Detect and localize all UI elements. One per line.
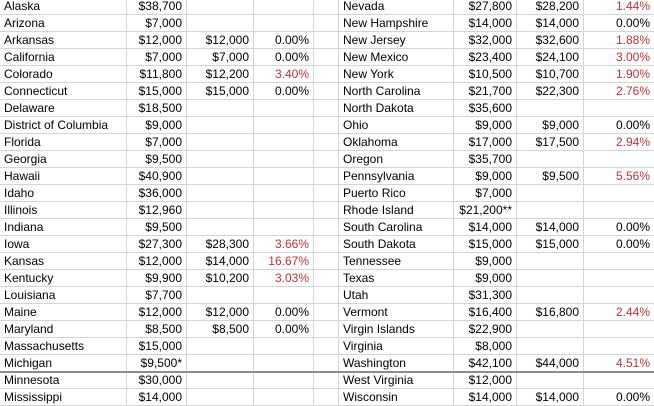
new-wage-base-cell[interactable]: $24,100: [517, 49, 584, 66]
table-row: [0, 270, 654, 287]
old-wage-base-cell[interactable]: $10,500: [454, 66, 517, 83]
old-wage-base-cell[interactable]: $17,000: [454, 134, 517, 151]
state-name-cell[interactable]: Rhode Island: [339, 202, 454, 219]
state-name-cell[interactable]: Tennessee: [339, 253, 454, 270]
state-name-cell[interactable]: District of Columbia: [0, 117, 127, 134]
new-wage-base-cell[interactable]: [187, 0, 254, 15]
state-name-cell[interactable]: North Dakota: [339, 100, 454, 117]
old-wage-base-cell[interactable]: $8,000: [454, 338, 517, 355]
spacer-cell[interactable]: [314, 83, 339, 100]
old-wage-base-cell[interactable]: $15,000: [454, 236, 517, 253]
new-wage-base-cell[interactable]: [187, 100, 254, 117]
old-wage-base-cell[interactable]: $9,000: [127, 117, 187, 134]
table-row: [0, 236, 654, 253]
state-name-cell[interactable]: Kansas: [0, 253, 127, 270]
table-row: [0, 117, 654, 134]
percent-change-cell[interactable]: 0.00%: [584, 389, 654, 406]
old-wage-base-cell[interactable]: $23,400: [454, 49, 517, 66]
old-wage-base-cell[interactable]: $9,900: [127, 270, 187, 287]
spacer-cell[interactable]: [314, 32, 339, 49]
state-name-cell[interactable]: South Carolina: [339, 219, 454, 236]
spacer-cell[interactable]: [314, 117, 339, 134]
state-name-cell[interactable]: Arkansas: [0, 32, 127, 49]
old-wage-base-cell[interactable]: $12,000: [127, 304, 187, 321]
old-wage-base-cell[interactable]: $12,000: [454, 372, 517, 389]
new-wage-base-cell[interactable]: $15,000: [187, 83, 254, 100]
spacer-cell[interactable]: [314, 270, 339, 287]
old-wage-base-cell[interactable]: $14,000: [454, 219, 517, 236]
state-name-cell[interactable]: South Dakota: [339, 236, 454, 253]
percent-change-cell[interactable]: [584, 202, 654, 219]
table-row: [0, 253, 654, 270]
state-name-cell[interactable]: Iowa: [0, 236, 127, 253]
spacer-cell[interactable]: [314, 389, 339, 406]
table-row: [0, 32, 654, 49]
state-name-cell[interactable]: Oregon: [339, 151, 454, 168]
new-wage-base-cell[interactable]: $12,000: [187, 304, 254, 321]
percent-change-cell[interactable]: [254, 372, 314, 389]
table-row: [0, 321, 654, 338]
new-wage-base-cell[interactable]: $16,800: [517, 304, 584, 321]
new-wage-base-cell[interactable]: $7,000: [187, 49, 254, 66]
percent-change-cell[interactable]: [254, 355, 314, 372]
old-wage-base-cell[interactable]: $38,700: [127, 0, 187, 15]
new-wage-base-cell[interactable]: [187, 355, 254, 372]
table-row: [0, 304, 654, 321]
freeze-divider: [0, 371, 654, 373]
new-wage-base-cell[interactable]: [517, 287, 584, 304]
state-name-cell[interactable]: Illinois: [0, 202, 127, 219]
spacer-cell[interactable]: [314, 202, 339, 219]
new-wage-base-cell[interactable]: [517, 321, 584, 338]
spacer-cell[interactable]: [314, 338, 339, 355]
new-wage-base-cell[interactable]: $15,000: [517, 236, 584, 253]
table-row: [0, 219, 654, 236]
new-wage-base-cell[interactable]: [517, 372, 584, 389]
state-name-cell[interactable]: Kentucky: [0, 270, 127, 287]
old-wage-base-cell[interactable]: $40,900: [127, 168, 187, 185]
percent-change-cell[interactable]: [584, 253, 654, 270]
state-name-cell[interactable]: Delaware: [0, 100, 127, 117]
table-row: [0, 389, 654, 406]
new-wage-base-cell[interactable]: $14,000: [517, 389, 584, 406]
percent-change-cell[interactable]: [584, 151, 654, 168]
table-row: [0, 0, 654, 15]
state-name-cell[interactable]: Florida: [0, 134, 127, 151]
state-name-cell[interactable]: California: [0, 49, 127, 66]
new-wage-base-cell[interactable]: [187, 338, 254, 355]
new-wage-base-cell[interactable]: [187, 15, 254, 32]
new-wage-base-cell[interactable]: [517, 100, 584, 117]
new-wage-base-cell[interactable]: $17,500: [517, 134, 584, 151]
new-wage-base-cell[interactable]: [517, 185, 584, 202]
old-wage-base-cell[interactable]: $7,000: [127, 49, 187, 66]
old-wage-base-cell[interactable]: $15,000: [127, 338, 187, 355]
percent-change-cell[interactable]: [584, 185, 654, 202]
state-name-cell[interactable]: Massachusetts: [0, 338, 127, 355]
percent-change-cell[interactable]: 3.00%: [584, 49, 654, 66]
state-name-cell[interactable]: Indiana: [0, 219, 127, 236]
new-wage-base-cell[interactable]: [187, 202, 254, 219]
percent-change-cell[interactable]: [254, 134, 314, 151]
new-wage-base-cell[interactable]: $44,000: [517, 355, 584, 372]
old-wage-base-cell[interactable]: $9,000: [454, 168, 517, 185]
percent-change-cell[interactable]: 0.00%: [584, 219, 654, 236]
new-wage-base-cell[interactable]: $9,500: [517, 168, 584, 185]
old-wage-base-cell[interactable]: $9,500*: [127, 355, 187, 372]
spacer-cell[interactable]: [314, 321, 339, 338]
percent-change-cell[interactable]: 1.90%: [584, 66, 654, 83]
old-wage-base-cell[interactable]: $12,960: [127, 202, 187, 219]
percent-change-cell[interactable]: 0.00%: [254, 321, 314, 338]
percent-change-cell[interactable]: [584, 321, 654, 338]
table-row: [0, 287, 654, 304]
percent-change-cell[interactable]: 0.00%: [254, 49, 314, 66]
percent-change-cell[interactable]: 2.94%: [584, 134, 654, 151]
spacer-cell[interactable]: [314, 168, 339, 185]
spacer-cell[interactable]: [314, 236, 339, 253]
new-wage-base-cell[interactable]: [187, 372, 254, 389]
old-wage-base-cell[interactable]: $8,500: [127, 321, 187, 338]
state-name-cell[interactable]: New Jersey: [339, 32, 454, 49]
old-wage-base-cell[interactable]: $14,000: [454, 389, 517, 406]
old-wage-base-cell[interactable]: $21,200**: [454, 202, 517, 219]
state-name-cell[interactable]: Utah: [339, 287, 454, 304]
old-wage-base-cell[interactable]: $22,900: [454, 321, 517, 338]
percent-change-cell[interactable]: 4.51%: [584, 355, 654, 372]
old-wage-base-cell[interactable]: $7,700: [127, 287, 187, 304]
spacer-cell[interactable]: [314, 15, 339, 32]
state-name-cell[interactable]: New York: [339, 66, 454, 83]
old-wage-base-cell[interactable]: $7,000: [127, 134, 187, 151]
percent-change-cell[interactable]: 2.44%: [584, 304, 654, 321]
table-row: [0, 185, 654, 202]
spacer-cell[interactable]: [314, 287, 339, 304]
percent-change-cell[interactable]: 1.44%: [584, 0, 654, 15]
state-name-cell[interactable]: Colorado: [0, 66, 127, 83]
new-wage-base-cell[interactable]: $14,000: [187, 253, 254, 270]
state-name-cell[interactable]: Connecticut: [0, 83, 127, 100]
old-wage-base-cell[interactable]: $36,000: [127, 185, 187, 202]
old-wage-base-cell[interactable]: $42,100: [454, 355, 517, 372]
new-wage-base-cell[interactable]: $14,000: [517, 219, 584, 236]
spacer-cell[interactable]: [314, 219, 339, 236]
percent-change-cell[interactable]: [584, 287, 654, 304]
percent-change-cell[interactable]: [584, 270, 654, 287]
spacer-cell[interactable]: [314, 100, 339, 117]
state-name-cell[interactable]: West Virginia: [339, 372, 454, 389]
state-name-cell[interactable]: Arizona: [0, 15, 127, 32]
new-wage-base-cell[interactable]: $9,000: [517, 117, 584, 134]
percent-change-cell[interactable]: [254, 185, 314, 202]
old-wage-base-cell[interactable]: $31,300: [454, 287, 517, 304]
new-wage-base-cell[interactable]: [517, 253, 584, 270]
old-wage-base-cell[interactable]: $9,000: [454, 117, 517, 134]
state-name-cell[interactable]: Ohio: [339, 117, 454, 134]
old-wage-base-cell[interactable]: $35,600: [454, 100, 517, 117]
percent-change-cell[interactable]: [254, 151, 314, 168]
state-name-cell[interactable]: Hawaii: [0, 168, 127, 185]
new-wage-base-cell[interactable]: [187, 134, 254, 151]
old-wage-base-cell[interactable]: $9,500: [127, 219, 187, 236]
old-wage-base-cell[interactable]: $9,500: [127, 151, 187, 168]
percent-change-cell[interactable]: [584, 372, 654, 389]
old-wage-base-cell[interactable]: $27,300: [127, 236, 187, 253]
state-name-cell[interactable]: Oklahoma: [339, 134, 454, 151]
new-wage-base-cell[interactable]: $10,700: [517, 66, 584, 83]
state-name-cell[interactable]: New Mexico: [339, 49, 454, 66]
new-wage-base-cell[interactable]: [187, 389, 254, 406]
new-wage-base-cell[interactable]: [187, 117, 254, 134]
state-name-cell[interactable]: Mississippi: [0, 389, 127, 406]
state-name-cell[interactable]: Vermont: [339, 304, 454, 321]
percent-change-cell[interactable]: [254, 202, 314, 219]
percent-change-cell[interactable]: [254, 100, 314, 117]
state-name-cell[interactable]: Maine: [0, 304, 127, 321]
percent-change-cell[interactable]: 1.88%: [584, 32, 654, 49]
state-name-cell[interactable]: Georgia: [0, 151, 127, 168]
state-name-cell[interactable]: Washington: [339, 355, 454, 372]
percent-change-cell[interactable]: [254, 0, 314, 15]
percent-change-cell[interactable]: [254, 338, 314, 355]
new-wage-base-cell[interactable]: [187, 219, 254, 236]
old-wage-base-cell[interactable]: $30,000: [127, 372, 187, 389]
state-name-cell[interactable]: Michigan: [0, 355, 127, 372]
new-wage-base-cell[interactable]: [187, 168, 254, 185]
new-wage-base-cell[interactable]: $28,300: [187, 236, 254, 253]
spacer-cell[interactable]: [314, 304, 339, 321]
table-row: [0, 66, 654, 83]
table-row: [0, 151, 654, 168]
percent-change-cell[interactable]: [254, 168, 314, 185]
table-row: [0, 15, 654, 32]
old-wage-base-cell[interactable]: $11,800: [127, 66, 187, 83]
new-wage-base-cell[interactable]: $22,300: [517, 83, 584, 100]
new-wage-base-cell[interactable]: $14,000: [517, 15, 584, 32]
spacer-cell[interactable]: [314, 253, 339, 270]
new-wage-base-cell[interactable]: $28,200: [517, 0, 584, 15]
new-wage-base-cell[interactable]: [517, 270, 584, 287]
new-wage-base-cell[interactable]: [187, 185, 254, 202]
state-name-cell[interactable]: New Hampshire: [339, 15, 454, 32]
state-name-cell[interactable]: Maryland: [0, 321, 127, 338]
table-row: [0, 338, 654, 355]
table-row: [0, 355, 654, 372]
percent-change-cell[interactable]: [584, 100, 654, 117]
state-name-cell[interactable]: Virginia: [339, 338, 454, 355]
new-wage-base-cell[interactable]: [517, 338, 584, 355]
percent-change-cell[interactable]: [254, 219, 314, 236]
state-name-cell[interactable]: Virgin Islands: [339, 321, 454, 338]
percent-change-cell[interactable]: [254, 15, 314, 32]
new-wage-base-cell[interactable]: [517, 202, 584, 219]
spacer-cell[interactable]: [314, 49, 339, 66]
table-row: [0, 49, 654, 66]
percent-change-cell[interactable]: [254, 389, 314, 406]
old-wage-base-cell[interactable]: $9,000: [454, 253, 517, 270]
table-row: [0, 168, 654, 185]
spacer-cell[interactable]: [314, 0, 339, 15]
old-wage-base-cell[interactable]: $7,000: [127, 15, 187, 32]
percent-change-cell[interactable]: 0.00%: [254, 32, 314, 49]
old-wage-base-cell[interactable]: $9,000: [454, 270, 517, 287]
table-row: [0, 202, 654, 219]
old-wage-base-cell[interactable]: $16,400: [454, 304, 517, 321]
percent-change-cell[interactable]: 0.00%: [254, 304, 314, 321]
percent-change-cell[interactable]: 5.56%: [584, 168, 654, 185]
spacer-cell[interactable]: [314, 134, 339, 151]
old-wage-base-cell[interactable]: $12,000: [127, 253, 187, 270]
old-wage-base-cell[interactable]: $32,000: [454, 32, 517, 49]
percent-change-cell[interactable]: [584, 338, 654, 355]
state-name-cell[interactable]: Minnesota: [0, 372, 127, 389]
old-wage-base-cell[interactable]: $35,700: [454, 151, 517, 168]
old-wage-base-cell[interactable]: $18,500: [127, 100, 187, 117]
percent-change-cell[interactable]: 0.00%: [584, 117, 654, 134]
new-wage-base-cell[interactable]: $12,000: [187, 32, 254, 49]
spacer-cell[interactable]: [314, 355, 339, 372]
percent-change-cell[interactable]: 3.66%: [254, 236, 314, 253]
new-wage-base-cell[interactable]: $10,200: [187, 270, 254, 287]
spacer-cell[interactable]: [314, 372, 339, 389]
percent-change-cell[interactable]: [254, 117, 314, 134]
percent-change-cell[interactable]: 0.00%: [584, 15, 654, 32]
table-row: [0, 372, 654, 389]
spacer-cell[interactable]: [314, 66, 339, 83]
table-row: [0, 100, 654, 117]
new-wage-base-cell[interactable]: $32,600: [517, 32, 584, 49]
percent-change-cell[interactable]: 3.40%: [254, 66, 314, 83]
state-name-cell[interactable]: Wisconsin: [339, 389, 454, 406]
old-wage-base-cell[interactable]: $14,000: [454, 15, 517, 32]
old-wage-base-cell[interactable]: $15,000: [127, 83, 187, 100]
state-name-cell[interactable]: Alaska: [0, 0, 127, 15]
percent-change-cell[interactable]: [254, 287, 314, 304]
table-row: [0, 134, 654, 151]
old-wage-base-cell[interactable]: $27,800: [454, 0, 517, 15]
state-name-cell[interactable]: Texas: [339, 270, 454, 287]
new-wage-base-cell[interactable]: [187, 287, 254, 304]
state-name-cell[interactable]: Louisiana: [0, 287, 127, 304]
new-wage-base-cell[interactable]: $8,500: [187, 321, 254, 338]
state-name-cell[interactable]: Puerto Rico: [339, 185, 454, 202]
old-wage-base-cell[interactable]: $12,000: [127, 32, 187, 49]
old-wage-base-cell[interactable]: $21,700: [454, 83, 517, 100]
state-name-cell[interactable]: Idaho: [0, 185, 127, 202]
new-wage-base-cell[interactable]: $12,200: [187, 66, 254, 83]
old-wage-base-cell[interactable]: $7,000: [454, 185, 517, 202]
new-wage-base-cell[interactable]: [517, 151, 584, 168]
state-name-cell[interactable]: North Carolina: [339, 83, 454, 100]
percent-change-cell[interactable]: 0.00%: [254, 83, 314, 100]
spacer-cell[interactable]: [314, 151, 339, 168]
new-wage-base-cell[interactable]: [187, 151, 254, 168]
old-wage-base-cell[interactable]: $14,000: [127, 389, 187, 406]
percent-change-cell[interactable]: 0.00%: [584, 236, 654, 253]
table-row: [0, 83, 654, 100]
percent-change-cell[interactable]: 16.67%: [254, 253, 314, 270]
percent-change-cell[interactable]: 2.76%: [584, 83, 654, 100]
percent-change-cell[interactable]: 3.03%: [254, 270, 314, 287]
state-name-cell[interactable]: Nevada: [339, 0, 454, 15]
spacer-cell[interactable]: [314, 185, 339, 202]
state-name-cell[interactable]: Pennsylvania: [339, 168, 454, 185]
